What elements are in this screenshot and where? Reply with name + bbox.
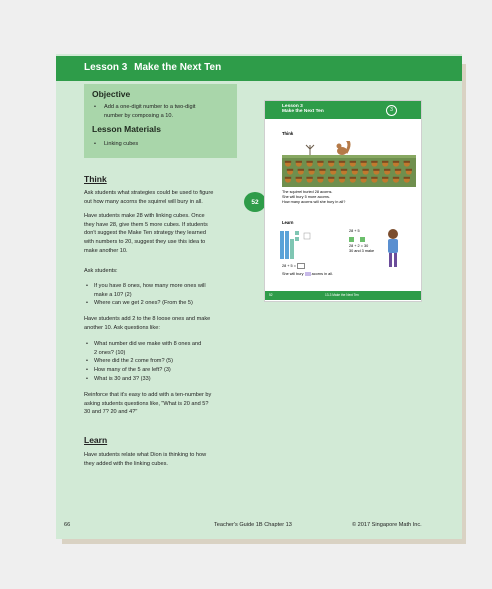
thumb-eq-4: 28 + 5 =	[282, 263, 305, 269]
acorn-cap	[328, 177, 334, 179]
thumb-lesson-number: 3	[386, 105, 397, 116]
materials-heading: Lesson Materials	[92, 124, 161, 134]
acorn-cap	[306, 161, 312, 163]
footer-copyright: © 2017 Singapore Math Inc.	[352, 522, 422, 528]
page-badge: 52	[244, 192, 266, 212]
acorn-cap	[287, 169, 293, 171]
acorn-cap	[350, 161, 356, 163]
acorn-cap	[382, 161, 388, 163]
acorn-cap	[393, 177, 399, 179]
acorn-cap	[330, 169, 336, 171]
thumb-eq-2: 28 + 2 = 30	[349, 244, 369, 248]
acorn-cap	[362, 169, 368, 171]
think-paragraph-3: Have students add 2 to the 8 loose ones and make another 10. Ask questions like:	[84, 316, 211, 331]
question-list-1	[84, 282, 244, 308]
think-paragraph-1: Ask students what strategies could be used to figure out how many acorns the squirrel will bury in all.	[84, 190, 214, 205]
cube-groups-icon	[348, 236, 372, 244]
thumb-learn: Learn	[282, 220, 294, 225]
footer-guide: Teacher's Guide 1B Chapter 13	[214, 522, 292, 528]
footer-page-number: 66	[64, 522, 71, 528]
thumb-lesson: Lesson 3 Make the Next Ten	[282, 104, 324, 115]
list-item: • Where can we get 2 ones? (From the 5)	[84, 299, 244, 308]
list-item: • How many of the 5 are left? (3)	[84, 366, 244, 375]
lesson-label: Lesson 3	[84, 62, 128, 73]
thumb-eq-3: 30 and 3 make	[349, 249, 375, 253]
learn-paragraph: Have students relate what Dion is thinking to how they added with the linking cubes.	[84, 452, 207, 467]
acorn-cap	[285, 177, 291, 179]
acorn-cap	[404, 161, 410, 163]
lesson-name: Make the Next Ten	[134, 62, 222, 73]
list-item: • Where did the 2 come from? (5)	[84, 357, 244, 366]
acorn-cap	[360, 161, 366, 163]
ask-students: Ask students:	[84, 268, 118, 274]
question-list-2	[84, 340, 244, 384]
acorn-cap	[384, 169, 390, 171]
acorn-cap	[317, 177, 323, 179]
acorn-cap	[317, 161, 323, 163]
acorn-cap	[406, 169, 412, 171]
acorn-cap	[296, 177, 302, 179]
acorn-cap	[382, 177, 388, 179]
objective-item: • Add a one-digit number to a two-digit number by composing a 10.	[94, 103, 195, 120]
acorn-cap	[308, 169, 314, 171]
acorn-cap	[328, 161, 334, 163]
lesson-title	[84, 62, 221, 73]
list-item: • If you have 8 ones, how many more ones will make a 10? (2)	[84, 282, 244, 299]
acorn-cap	[296, 161, 302, 163]
acorn-cap	[373, 169, 379, 171]
acorn-cap	[393, 161, 399, 163]
acorn-cap	[306, 177, 312, 179]
acorn-cap	[339, 161, 345, 163]
acorn-cap	[371, 161, 377, 163]
thumb-footer: 52 13-3 Make the Next Ten	[265, 291, 421, 300]
acorn-cap	[352, 169, 358, 171]
thumb-problem: The squirrel buried 28 acorns. She will bury 5 more acorns. How many acorns will she bury in all?	[282, 190, 346, 204]
objective-box	[84, 84, 237, 158]
list-item: • What number did we make with 8 ones and 2 ones? (10)	[84, 340, 244, 357]
squirrel-icon	[306, 141, 349, 155]
acorn-cap	[360, 177, 366, 179]
student-book-thumbnail	[264, 100, 422, 302]
acorn-cap	[298, 169, 304, 171]
acorn-cap	[371, 177, 377, 179]
acorn-cap	[350, 177, 356, 179]
acorn-cap	[404, 177, 410, 179]
list-item: • What is 30 and 3? (33)	[84, 375, 244, 384]
objective-heading: Objective	[92, 89, 131, 99]
lesson-banner	[56, 56, 462, 81]
think-heading: Think	[84, 174, 107, 184]
thumb-header	[265, 101, 421, 119]
think-paragraph-2: Have students make 28 with linking cubes. Once they have 28, give them 5 more cubes. If students don't suggest the Make Ten strategy they learned with numbers to 20, suggest they use this idea to make another 10.	[84, 213, 208, 254]
acorn-illustration	[282, 141, 416, 187]
acorn-cap	[395, 169, 401, 171]
materials-item: • Linking cubes	[94, 140, 138, 149]
cube-towers-icon	[279, 229, 319, 263]
acorn-cap	[341, 169, 347, 171]
thumb-eq-5: She will bury acorns in all.	[282, 272, 333, 276]
learn-heading: Learn	[84, 435, 108, 445]
think-paragraph-4: Reinforce that it's easy to add with a ten-number by asking students questions like, "What is 20 and 5? 30 and 7? 20 and 4?"	[84, 392, 212, 416]
acorn-cap	[285, 161, 291, 163]
acorn-cap	[339, 177, 345, 179]
acorn-cap	[319, 169, 325, 171]
thumb-eq-1: 28 + 5	[349, 229, 360, 233]
dion-figure-icon	[381, 227, 405, 269]
thumb-think: Think	[282, 131, 294, 136]
